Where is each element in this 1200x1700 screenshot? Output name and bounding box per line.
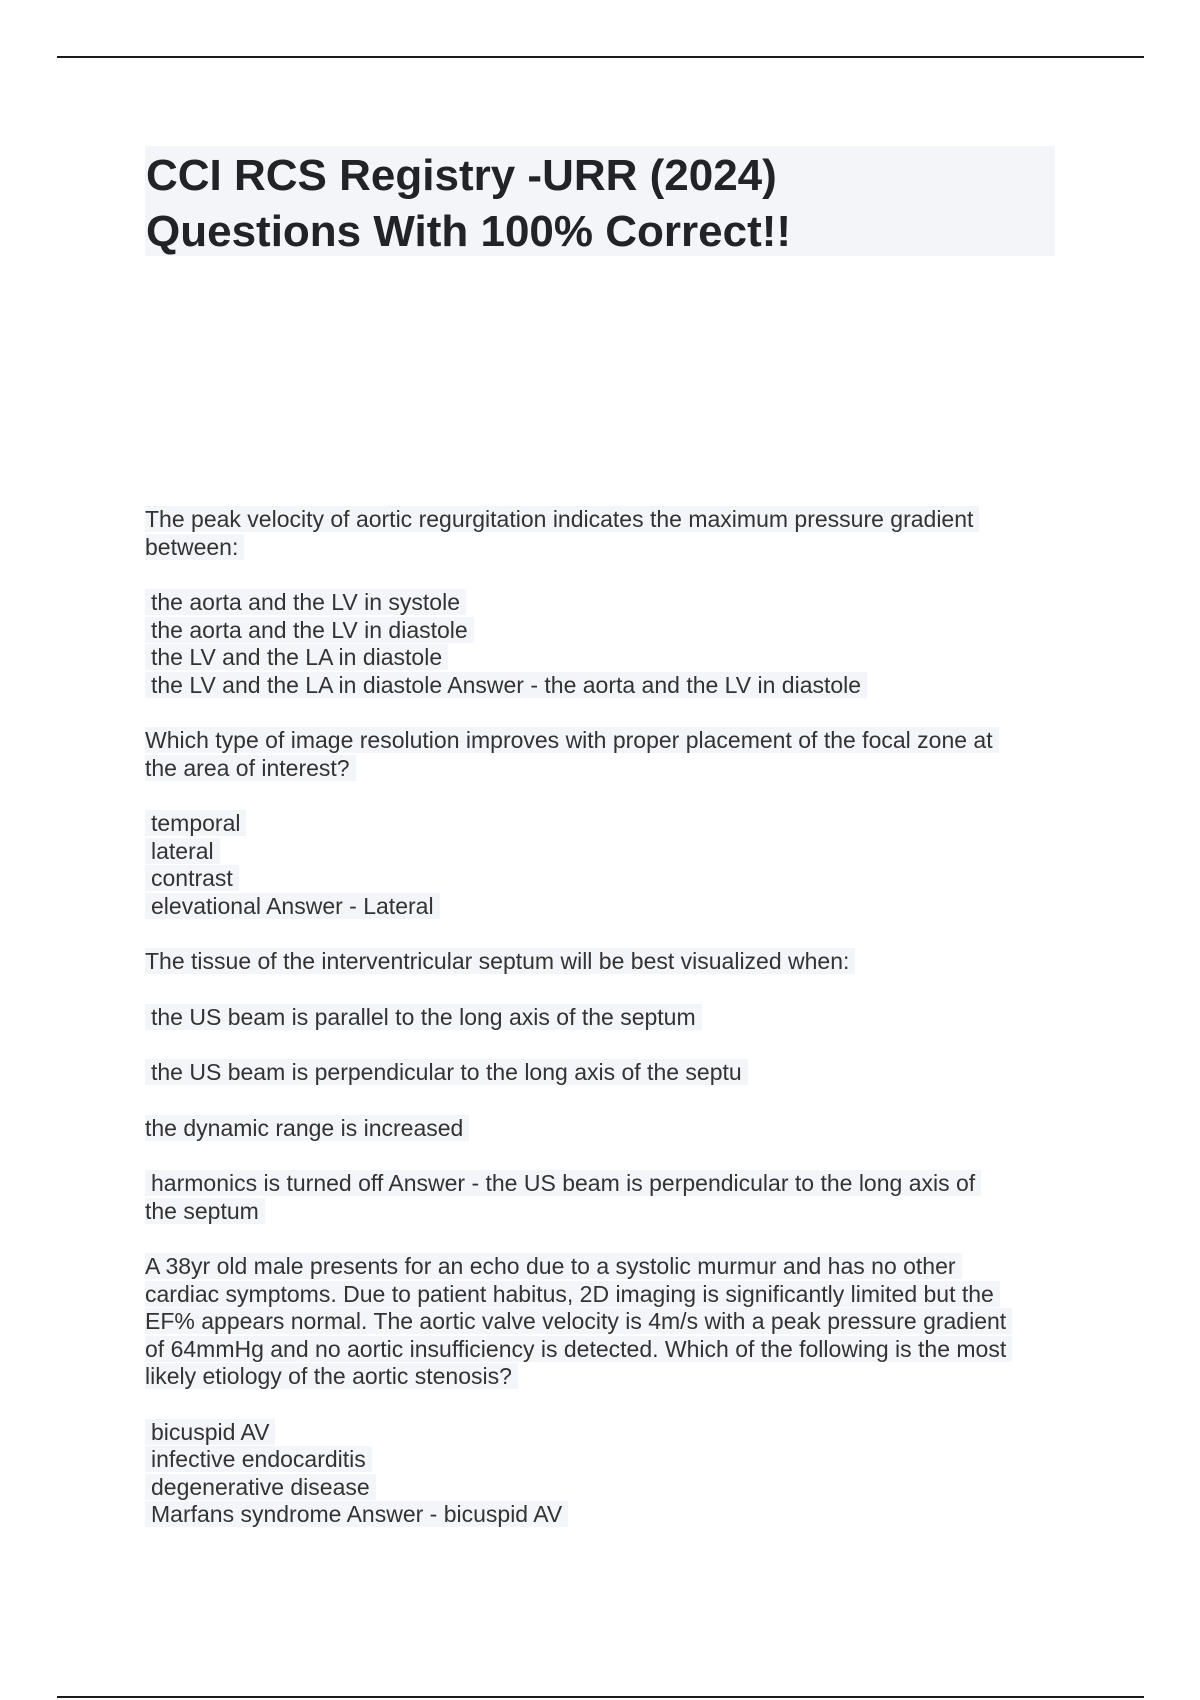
top-rule (57, 56, 1144, 58)
option-item: lateral (145, 838, 220, 864)
option-item-with-answer: elevational Answer - Lateral (145, 893, 440, 919)
option-item: the aorta and the LV in diastole (145, 617, 474, 643)
option-item: the dynamic range is increased (145, 1115, 469, 1141)
option-item: bicuspid AV (145, 1419, 275, 1445)
question-3-option-a (145, 1004, 1055, 1032)
question-2-options (145, 810, 1055, 920)
question-content (145, 506, 1055, 1557)
option-item-with-answer-line-1: harmonics is turned off Answer - the US beam is perpendicular to the long axis of (145, 1170, 981, 1196)
question-4-text-line-1: A 38yr old male presents for an echo due to a systolic murmur and has no other (145, 1253, 962, 1279)
question-2 (145, 727, 1055, 782)
question-1 (145, 506, 1055, 561)
question-3-option-d (145, 1170, 1055, 1225)
option-item: temporal (145, 810, 246, 836)
option-item-with-answer-line-2: the septum (145, 1198, 265, 1224)
question-4-text-line-2: cardiac symptoms. Due to patient habitus, 2D imaging is significantly limited but the (145, 1281, 1000, 1307)
question-3-text: The tissue of the interventricular septum will be best visualized when: (145, 948, 855, 974)
question-3-option-c (145, 1115, 1055, 1143)
title-line-1: CCI RCS Registry -URR (2024) (146, 151, 777, 200)
question-3 (145, 948, 1055, 976)
question-3-option-b (145, 1059, 1055, 1087)
option-item: the aorta and the LV in systole (145, 589, 466, 615)
question-4 (145, 1253, 1055, 1391)
question-2-text-line-2: the area of interest? (145, 755, 356, 781)
document-title (145, 146, 1055, 256)
question-4-options (145, 1419, 1055, 1529)
question-4-text-line-4: of 64mmHg and no aortic insufficiency is detected. Which of the following is the most (145, 1336, 1012, 1362)
title-line-2: Questions With 100% Correct!! (146, 207, 792, 256)
question-2-text-line-1: Which type of image resolution improves with proper placement of the focal zone at (145, 727, 999, 753)
option-item-with-answer: the LV and the LA in diastole Answer - the aorta and the LV in diastole (145, 672, 867, 698)
question-4-text-line-3: EF% appears normal. The aortic valve velocity is 4m/s with a peak pressure gradient (145, 1308, 1012, 1334)
question-4-text-line-5: likely etiology of the aortic stenosis? (145, 1363, 518, 1389)
question-1-text-line-2: between: (145, 534, 244, 560)
bottom-rule (57, 1696, 1144, 1698)
option-item: the US beam is parallel to the long axis of the septum (145, 1004, 702, 1030)
option-item-with-answer: Marfans syndrome Answer - bicuspid AV (145, 1501, 568, 1527)
question-1-options (145, 589, 1055, 699)
option-item: the US beam is perpendicular to the long axis of the septu (145, 1059, 748, 1085)
option-item: infective endocarditis (145, 1446, 372, 1472)
question-1-text-line-1: The peak velocity of aortic regurgitation indicates the maximum pressure gradient (145, 506, 979, 532)
option-item: contrast (145, 865, 239, 891)
option-item: degenerative disease (145, 1474, 376, 1500)
option-item: the LV and the LA in diastole (145, 644, 448, 670)
